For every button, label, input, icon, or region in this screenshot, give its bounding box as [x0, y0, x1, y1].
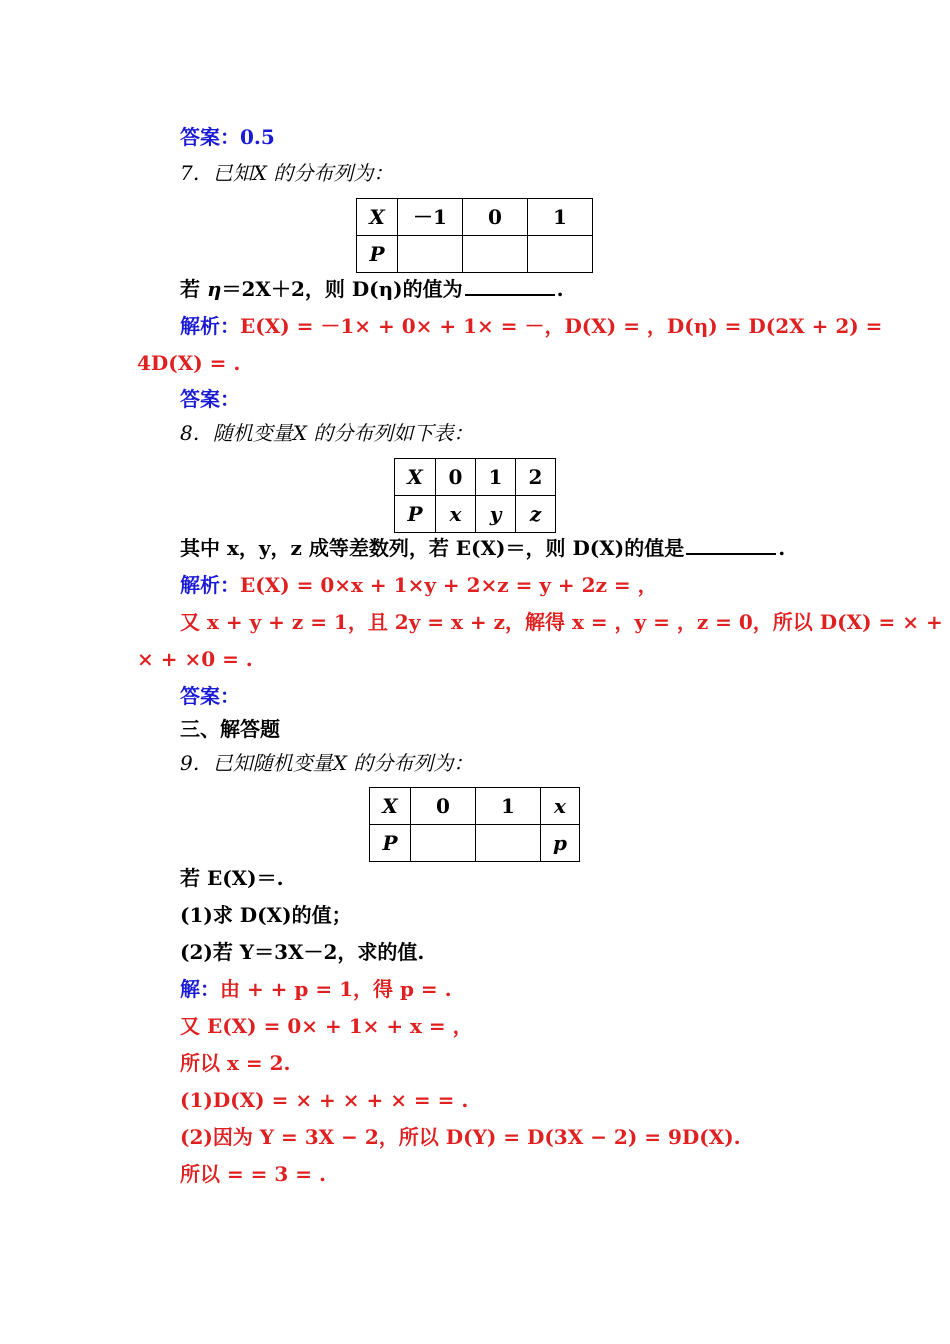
q8-analysis-line-1 — [180, 570, 658, 600]
q8-analysis-label: 解析： — [180, 573, 240, 597]
q9-solution-line-4: (1)D(X) = × + × + × = = . — [180, 1088, 469, 1112]
q8-distribution-table — [394, 458, 556, 533]
q8-stem — [180, 533, 785, 563]
table-cell: X — [357, 199, 398, 236]
table-cell: z — [516, 496, 556, 533]
q9-solution-line-6: 所以 = = 3 = . — [180, 1162, 326, 1186]
q7-stem-d: . — [556, 277, 564, 301]
table-cell: P — [357, 236, 398, 273]
q9-solution-line-3: 所以 x = 2. — [180, 1051, 291, 1075]
q8-stem-text: 其中 x，y，z 成等差数列，若 E(X)＝，则 D(X)的值是 — [180, 536, 685, 560]
q7-stem-eta: η — [206, 277, 222, 301]
q8-analysis-line-2: 又 x + y + z = 1，且 2y = x + z，解得 x = ，y = ，z = 0，所以 D(X) = × + — [180, 610, 943, 634]
answer-blank — [686, 533, 776, 555]
q7-analysis-line-1 — [180, 311, 882, 341]
table-cell: y — [476, 496, 516, 533]
q9-solution-line-1 — [180, 974, 452, 1004]
table-cell: 1 — [476, 788, 541, 825]
table-cell: P — [370, 825, 411, 862]
q7-stem-deta: D(η) — [351, 277, 403, 301]
table-cell: X — [370, 788, 411, 825]
table-cell — [476, 825, 541, 862]
q8-answer: 答案： — [180, 684, 240, 708]
q7-stem — [180, 274, 564, 304]
q8-analysis-1: E(X) = 0×x + 1×y + 2×z = y + 2z = ， — [240, 573, 658, 597]
q7-analysis-line-2: 4D(X) = . — [137, 351, 241, 375]
table-row — [370, 825, 580, 862]
q7-distribution-table — [356, 198, 593, 273]
table-cell: x — [541, 788, 580, 825]
table-cell: 0 — [411, 788, 476, 825]
q9-distribution-table — [369, 787, 580, 862]
table-cell: p — [541, 825, 580, 862]
table-cell: 2 — [516, 459, 556, 496]
q6-answer-label: 答案： — [180, 125, 240, 149]
q9-solution-line-5: (2)因为 Y = 3X − 2，所以 D(Y) = D(3X − 2) = 9D(X). — [180, 1125, 741, 1149]
q9-part-1: (1)求 D(X)的值； — [180, 903, 352, 927]
section-title: 三、解答题 — [180, 717, 280, 741]
q8-title: 8．随机变量X 的分布列如下表： — [180, 421, 474, 445]
table-row — [357, 236, 593, 273]
q8-analysis-line-3: × + ×0 = . — [137, 647, 253, 671]
q7-answer: 答案： — [180, 387, 240, 411]
q8-stem-end: . — [778, 536, 786, 560]
q7-title: 7．已知X 的分布列为： — [180, 161, 394, 185]
table-cell: 1 — [476, 459, 516, 496]
table-cell — [398, 236, 463, 273]
q7-stem-b: ＝2X＋2，则 — [221, 277, 352, 301]
q9-solution-line-2: 又 E(X) = 0× + 1× + x = ， — [180, 1014, 473, 1038]
q7-analysis-label: 解析： — [180, 314, 240, 338]
table-row — [370, 788, 580, 825]
table-cell — [411, 825, 476, 862]
q9-condition: 若 E(X)＝. — [180, 866, 284, 890]
table-cell: 0 — [436, 459, 476, 496]
table-cell: －1 — [398, 199, 463, 236]
table-cell: P — [395, 496, 436, 533]
q7-stem-a: 若 — [180, 277, 207, 301]
table-cell — [528, 236, 593, 273]
q9-title: 9．已知随机变量X 的分布列为： — [180, 751, 474, 775]
table-row — [395, 496, 556, 533]
table-cell: X — [395, 459, 436, 496]
q7-analysis-1: E(X) = －1× + 0× + 1× = －，D(X) = ，D(η) = D(2X + 2) = — [240, 314, 883, 338]
q9-solution-label: 解： — [180, 977, 220, 1001]
q9-part-2: (2)若 Y＝3X－2，求的值. — [180, 940, 425, 964]
answer-blank — [465, 274, 555, 296]
q7-stem-c: 的值为 — [402, 277, 463, 301]
q9-solution-1: 由 + + p = 1，得 p = . — [220, 977, 452, 1001]
table-cell: 1 — [528, 199, 593, 236]
table-cell — [463, 236, 528, 273]
table-cell: x — [436, 496, 476, 533]
q6-answer — [180, 122, 275, 152]
table-row — [395, 459, 556, 496]
q6-answer-value: 0.5 — [240, 125, 275, 149]
table-cell: 0 — [463, 199, 528, 236]
table-row — [357, 199, 593, 236]
